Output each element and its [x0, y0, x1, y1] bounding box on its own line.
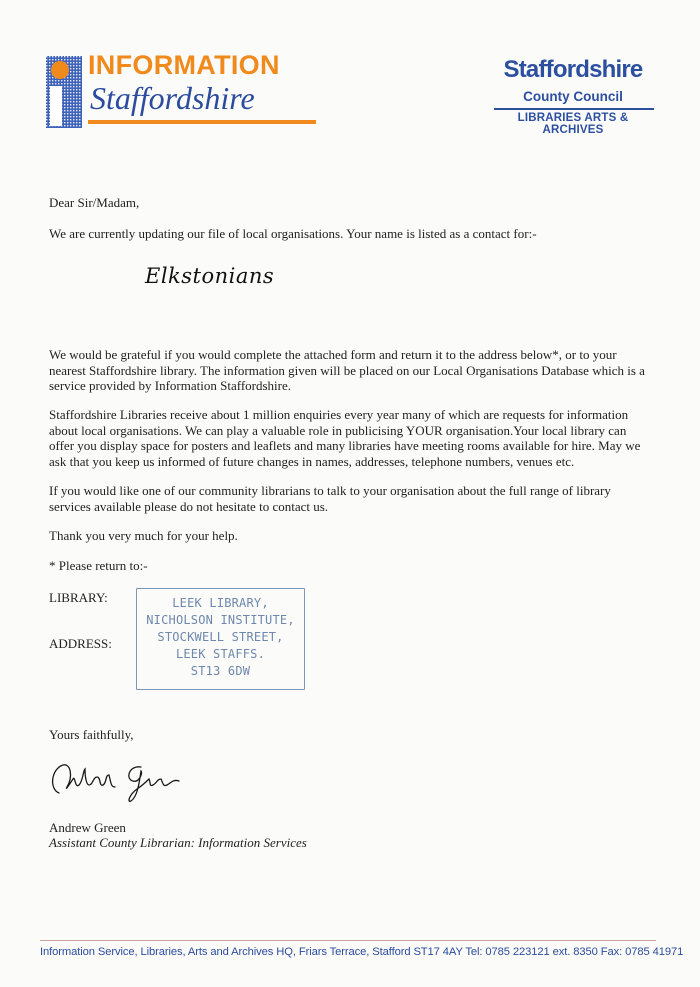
info-i-icon	[46, 56, 82, 128]
signature-graphic	[45, 755, 185, 805]
stamp-line: ST13 6DW	[190, 664, 251, 678]
library-label: LIBRARY:	[49, 590, 108, 605]
footer-divider	[40, 940, 656, 941]
intro-text: We are currently updating our file of local organisations. Your name is listed as a contact for:-	[49, 226, 537, 241]
information-staffordshire-logo	[46, 50, 321, 130]
council-name: Staffordshire	[503, 56, 643, 83]
closing: Yours faithfully,	[49, 727, 134, 742]
paragraph-community-librarians: If you would like one of our community librarians to talk to your organisation about the full range of library services available please do not hesitate to contact us.	[49, 483, 611, 514]
info-underline	[88, 120, 316, 124]
signatory-name: Andrew Green	[49, 820, 126, 835]
county-council-logo	[490, 56, 662, 136]
thanks-text: Thank you very much for your help.	[49, 528, 238, 543]
council-divider	[494, 108, 654, 110]
return-note: * Please return to:-	[49, 558, 148, 573]
council-department: LIBRARIES ARTS & ARCHIVES	[517, 112, 629, 136]
info-title: INFORMATION	[88, 50, 280, 80]
stamp-line: LEEK LIBRARY,	[172, 596, 269, 610]
council-subtitle: County Council	[523, 89, 623, 104]
paragraph-enquiries: Staffordshire Libraries receive about 1 million enquiries every year many of which are requests for information about local organisations. We can play a valuable role in publicising YOUR organisation.Your local library can offer you display space for posters and leaflets and many libraries have meeting rooms available for hire. May we ask that you keep us informed of future changes in names, addresses, telephone numbers, venues etc.	[49, 407, 641, 469]
organisation-name: Elkstonians	[145, 264, 275, 288]
signatory-title: Assistant County Librarian: Information Services	[49, 835, 307, 850]
stamp-line: STOCKWELL STREET,	[157, 630, 284, 644]
paragraph-form-return: We would be grateful if you would complete the attached form and return it to the address below*, or to your nearest Staffordshire library. The information given will be placed on our Local Organisations Database which is a service provided by Information Staffordshire.	[49, 347, 645, 393]
footer-address: Information Service, Libraries, Arts and Archives HQ, Friars Terrace, Stafford ST17 4AY Tel: 0785 223121 ext. 8350 Fax: 0785 41971	[40, 946, 684, 958]
info-subtitle: Staffordshire	[90, 80, 255, 116]
stamp-line: LEEK STAFFS.	[175, 647, 266, 661]
stamp-line: NICHOLSON INSTITUTE,	[146, 613, 295, 627]
salutation: Dear Sir/Madam,	[49, 195, 140, 210]
library-address-stamp	[136, 588, 305, 690]
address-label: ADDRESS:	[49, 636, 112, 651]
